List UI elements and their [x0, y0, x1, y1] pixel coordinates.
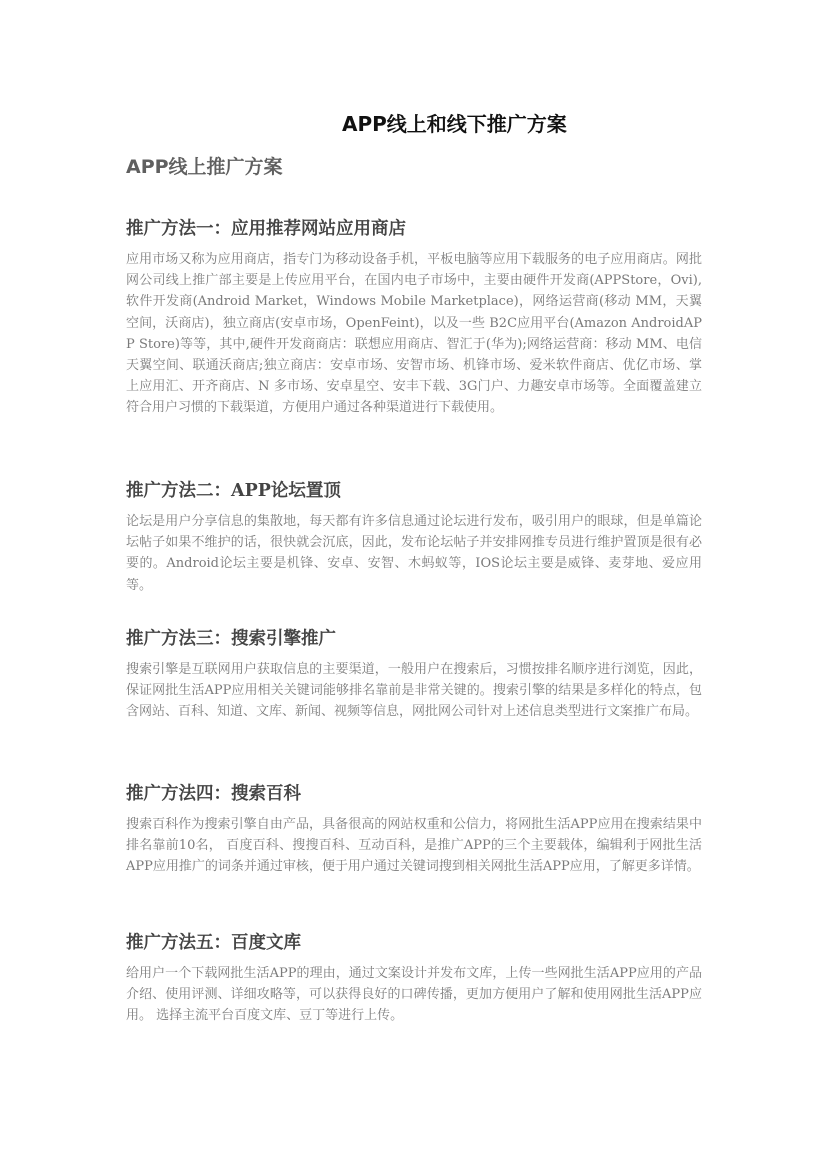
method-body: 论坛是用户分享信息的集散地，每天都有许多信息通过论坛进行发布，吸引用户的眼球，但是单篇论坛帖子如果不维护的话，很快就会沉底，因此，发布论坛帖子并安排网推专员进行维护置顶是很有必要的。Android论坛主要是机锋、安卓、安智、木蚂蚁等，IOS论坛主要是威锋、麦芽地、爱应用等。 [126, 514, 702, 593]
method-body: 搜索引擎是互联网用户获取信息的主要渠道，一般用户在搜索后，习惯按排名顺序进行浏览，因此，保证网批生活APP应用相关关键词能够排名靠前是非常关键的。搜索引擎的结果是多样化的特点，包含网站、百科、知道、文库、新闻、视频等信息，网批网公司针对上述信息类型进行文案推广布局。 [126, 662, 702, 720]
method-body: 应用市场又称为应用商店，指专门为移动设备手机，平板电脑等应用下载服务的电子应用商店。网批网公司线上推广部主要是上传应用平台，在国内电子市场中，主要由硬件开发商(APPStore，Ovi),软件开发商(Android Market，Windows Mobile Marketplace)，网络运营商(移动 MM，天翼空间，沃商店)，独立商店(安卓市场，OpenFeint)，以及一些 B2C应用平台(Amazon AndroidAPP Store)等等，其中,硬件开发商商店：联想应用商店、智汇于(华为);网络运营商：移动 MM、电信天翼空间、联通沃商店;独立商店：安卓市场、安智市场、机锋市场、爱米软件商店、优亿市场、掌上应用汇、开齐商店、N 多市场、安卓星空、安丰下载、3G门户、力趣安卓市场等。全面覆盖建立符合用户习惯的下载渠道，方便用户通过各种渠道进行下载使用。 [126, 252, 702, 416]
method-heading: 推广方法一：应用推荐网站应用商店 [126, 219, 406, 239]
method-body: 给用户一个下载网批生活APP的理由，通过文案设计并发布文库，上传一些网批生活APP应用的产品介绍、使用评测、详细攻略等，可以获得良好的口碑传播，更加方便用户了解和使用网批生活APP应用。 选择主流平台百度文库、豆丁等进行上传。 [126, 966, 702, 1024]
section-title: APP线上推广方案 [126, 156, 283, 178]
method-heading: 推广方法五：百度文库 [126, 933, 301, 953]
method-section-3 [126, 626, 702, 723]
document-title: APP线上和线下推广方案 [342, 112, 567, 136]
method-section-1 [126, 216, 702, 419]
method-heading: 推广方法四：搜索百科 [126, 784, 301, 804]
method-section-2 [126, 478, 702, 596]
method-section-5 [126, 930, 702, 1027]
method-body: 搜索百科作为搜索引擎自由产品，具备很高的网站权重和公信力，将网批生活APP应用在搜索结果中排名靠前10名， 百度百科、搜搜百科、互动百科，是推广APP的三个主要载体，编辑利于网批生活APP应用推广的词条并通过审核，便于用户通过关键词搜到相关网批生活APP应用，了解更多详情。 [126, 817, 702, 875]
method-heading: 推广方法二：APP论坛置顶 [126, 481, 341, 501]
method-section-4 [126, 781, 702, 878]
method-heading: 推广方法三：搜索引擎推广 [126, 629, 336, 649]
